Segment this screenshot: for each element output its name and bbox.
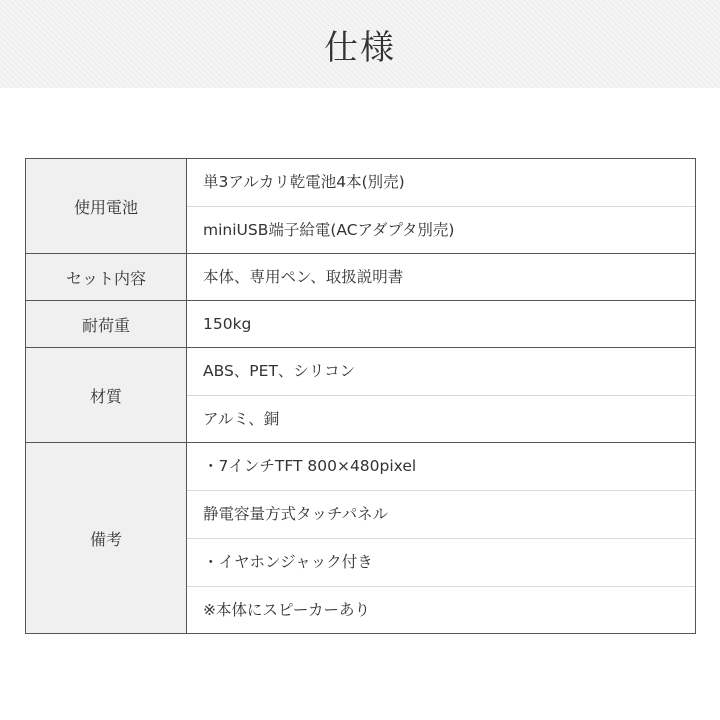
spec-label: 使用電池 (26, 159, 187, 254)
spec-value: 静電容量方式タッチパネル (187, 491, 695, 539)
page-header (0, 0, 720, 88)
spec-row-contents (26, 254, 696, 301)
spec-row-battery (26, 159, 696, 254)
spec-value-cell (187, 301, 696, 348)
spec-row-notes (26, 443, 696, 634)
spec-value-cell (187, 348, 696, 443)
spec-value: 150kg (203, 315, 252, 333)
spec-value-cell (187, 159, 696, 254)
spec-label: 材質 (26, 348, 187, 443)
spec-row-load (26, 301, 696, 348)
spec-value-cell (187, 443, 696, 634)
spec-value: ABS、PET、シリコン (187, 348, 695, 396)
spec-table (25, 158, 696, 634)
spec-value: ※本体にスピーカーあり (203, 601, 371, 619)
spec-label: 備考 (26, 443, 187, 634)
spec-value: ・7インチTFT 800×480pixel (187, 443, 695, 491)
spec-value: ・イヤホンジャック付き (187, 539, 695, 587)
spec-label: セット内容 (26, 254, 187, 301)
spec-value: アルミ、銅 (203, 410, 280, 428)
page-title: 仕様 (324, 27, 396, 68)
spec-value: 単3アルカリ乾電池4本(別売) (187, 159, 695, 207)
spec-value: miniUSB端子給電(ACアダプタ別売) (203, 221, 455, 239)
spec-value-cell (187, 254, 696, 301)
spec-value: 本体、専用ペン、取扱説明書 (203, 268, 404, 286)
spec-label: 耐荷重 (26, 301, 187, 348)
spec-row-material (26, 348, 696, 443)
